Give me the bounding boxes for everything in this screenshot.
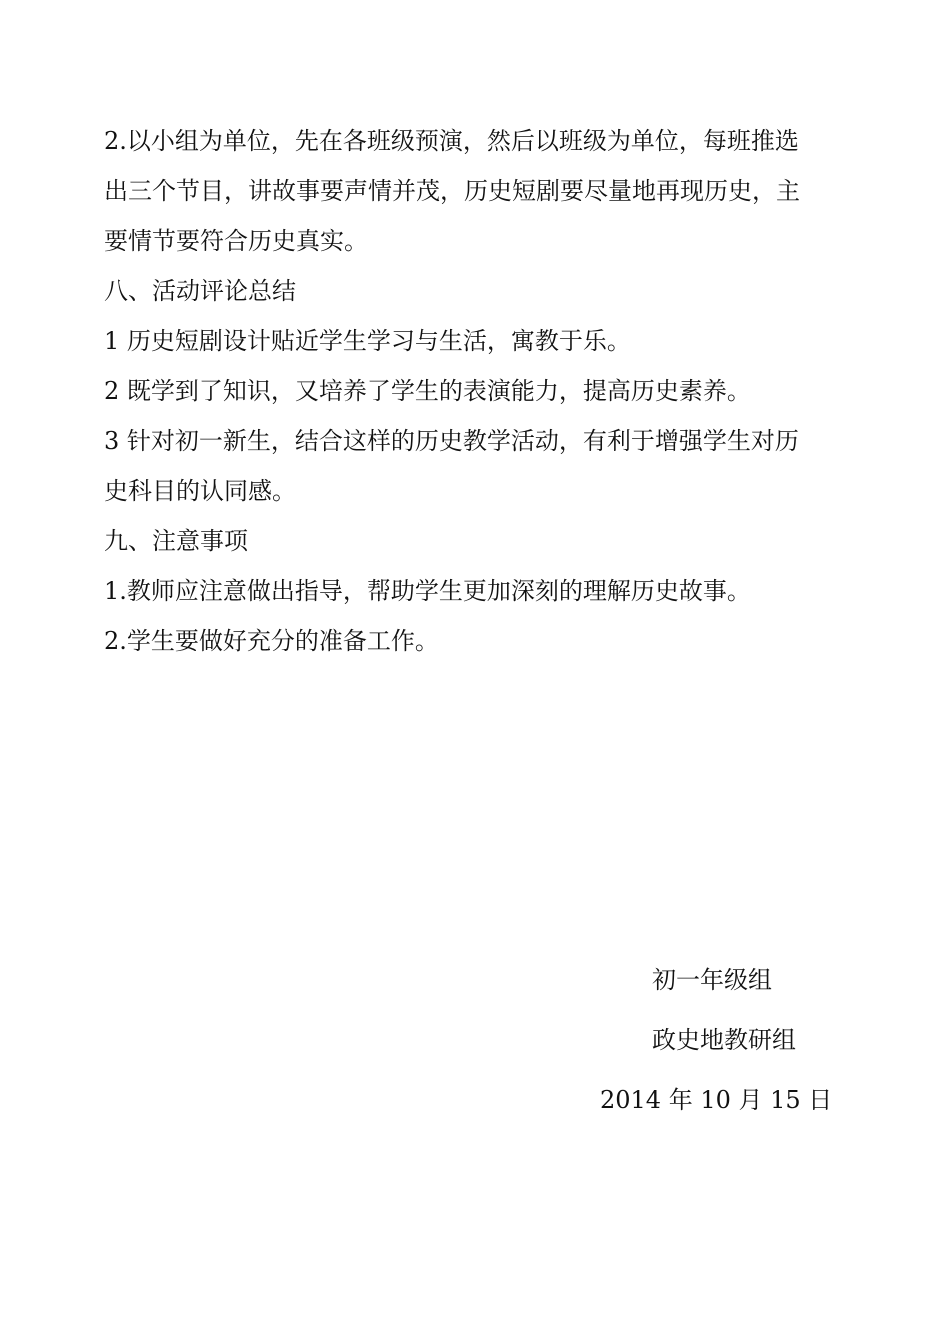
summary-item-2: 2 既学到了知识，又培养了学生的表演能力，提高历史素养。 [104,377,751,405]
section-heading-9: 九、注意事项 [104,527,248,555]
paragraph-line-1: 2.以小组为单位，先在各班级预演，然后以班级为单位，每班推选 [104,127,799,155]
signature-date: 2014 年 10 月 15 日 [600,1086,833,1114]
notice-item-2: 2.学生要做好充分的准备工作。 [104,627,439,655]
summary-item-3-line-1: 3 针对初一新生，结合这样的历史教学活动，有利于增强学生对历 [104,427,799,455]
summary-item-1: 1 历史短剧设计贴近学生学习与生活，寓教于乐。 [104,327,631,355]
notice-item-1: 1.教师应注意做出指导，帮助学生更加深刻的理解历史故事。 [104,577,751,605]
paragraph-line-2: 出三个节目，讲故事要声情并茂，历史短剧要尽量地再现历史，主 [104,177,800,205]
signature-department: 政史地教研组 [652,1026,796,1054]
paragraph-line-3: 要情节要符合历史真实。 [104,227,368,255]
signature-group: 初一年级组 [652,966,772,994]
summary-item-3-line-2: 史科目的认同感。 [104,477,296,505]
section-heading-8: 八、活动评论总结 [104,277,296,305]
